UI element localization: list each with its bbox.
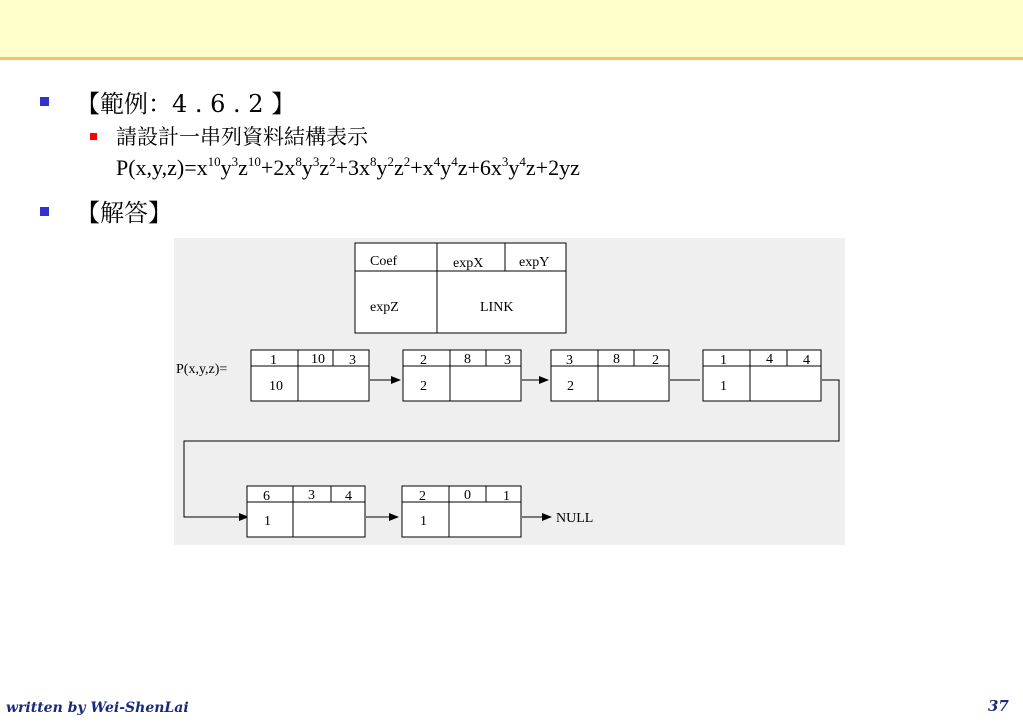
formula-term-1: $x^{10}y^3z^{10}$ (196, 154, 261, 180)
node-expy: 2 (652, 353, 659, 368)
node-expz: 1 (720, 379, 727, 394)
node-expx: 0 (464, 488, 471, 503)
node-expy: 1 (503, 489, 510, 504)
node-expx: 3 (308, 488, 315, 503)
example-heading: 【範例：4 . 6 . 2 】 (76, 90, 296, 118)
list-node (247, 486, 365, 537)
node-expz: 2 (420, 379, 427, 394)
node-expx: 4 (766, 352, 773, 367)
node-expz: 10 (269, 379, 283, 394)
node-expx: 8 (613, 352, 620, 367)
task-description: 請設計一串列資料結構表示 (116, 125, 368, 149)
list-node (251, 350, 369, 401)
sub-bullet-marker (90, 133, 97, 140)
formula-term-5: $+6x^3y^4z$ (467, 154, 536, 180)
author-credit: written by Wei-ShenLai (6, 700, 189, 716)
page-number: 37 (988, 697, 1009, 715)
formula-term-6: +2yz (535, 155, 580, 180)
node-coef: 6 (263, 489, 270, 504)
null-label: NULL (556, 511, 594, 526)
linked-list-diagram (174, 238, 845, 545)
list-head-label: P(x,y,z)= (176, 362, 228, 377)
legend-expy-label: expY (519, 255, 550, 270)
node-expz: 1 (264, 514, 271, 529)
answer-heading: 【解答】 (76, 199, 172, 227)
node-coef: 2 (419, 489, 426, 504)
legend-expx-label: expX (453, 256, 484, 271)
legend-coef-label: Coef (370, 254, 398, 269)
node-expx: 8 (464, 352, 471, 367)
node-expz: 1 (420, 514, 427, 529)
node-expy: 4 (803, 353, 810, 368)
node-coef: 1 (720, 353, 727, 368)
formula-term-2: $+2x^8y^3z^2$ (260, 154, 336, 180)
list-node (551, 350, 669, 401)
node-legend (355, 243, 566, 333)
node-expx: 10 (311, 352, 325, 367)
list-node (402, 486, 521, 537)
node-coef: 2 (420, 353, 427, 368)
list-node (703, 350, 821, 401)
node-coef: 1 (270, 353, 277, 368)
formula-term-4: $+x^4y^4z$ (410, 154, 468, 180)
node-expy: 3 (504, 353, 511, 368)
list-node (403, 350, 521, 401)
legend-expz-label: expZ (370, 300, 399, 315)
node-expy: 3 (349, 353, 356, 368)
bullet-marker (40, 97, 49, 106)
linked-list-svg (174, 238, 845, 545)
header-band (0, 0, 1023, 60)
node-expz: 2 (567, 379, 574, 394)
node-coef: 3 (566, 353, 573, 368)
bullet-marker (40, 207, 49, 216)
legend-link-label: LINK (480, 300, 514, 315)
formula-term-3: $+3x^8y^2z^2$ (335, 154, 411, 180)
polynomial-formula (116, 155, 580, 181)
formula-lead: P(x,y,z)= (116, 155, 197, 180)
node-expy: 4 (345, 489, 352, 504)
